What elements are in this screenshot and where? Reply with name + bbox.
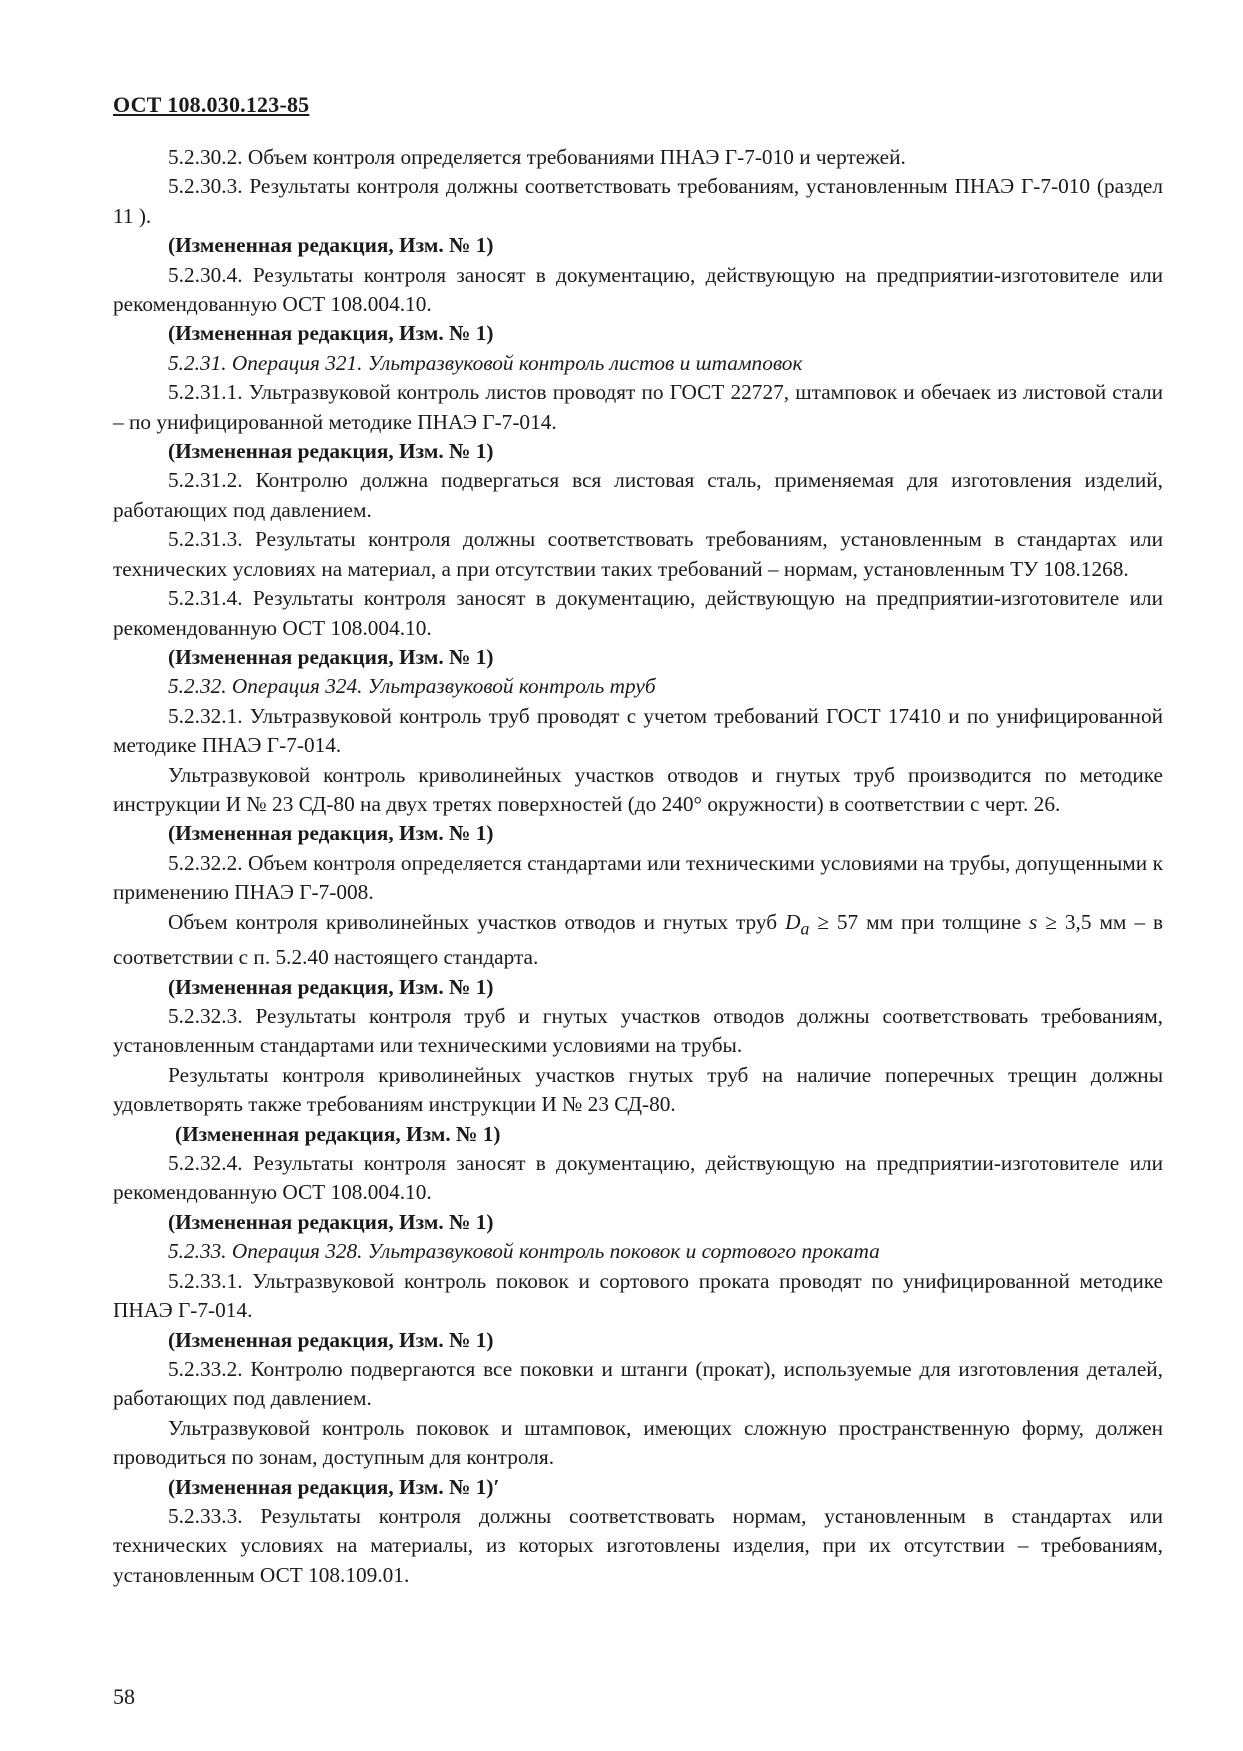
paragraph-5-2-33-3: 5.2.33.3. Результаты контроля должны соответствовать нормам, установленным в стандартах или технических условиях на материалы, из которых изготовлены изделия, при их отсутствии – требованиям, установленным ОСТ 108.109.01. (113, 1503, 1163, 1587)
amendment-note: (Измененная редакция, Изм. № 1) (168, 644, 494, 669)
symbol-thickness: s (1029, 909, 1038, 934)
amendment-note: (Измененная редакция, Изм. № 1) (168, 321, 494, 346)
paragraph-5-2-31-1: 5.2.31.1. Ультразвуковой контроль листов проводят по ГОСТ 22727, штамповок и обечаек из листовой стали – по унифицированной методике ПНАЭ Г-7-014. (113, 380, 1163, 434)
amendment-note: (Измененная редакция, Изм. № 1) (168, 821, 494, 846)
paragraph-5-2-31-4: 5.2.31.4. Результаты контроля заносят в документацию, действующую на предприятии-изготовителе или рекомендованную ОСТ 108.004.10. (113, 586, 1163, 640)
paragraph-5-2-32-2-continued (113, 908, 1163, 973)
paragraph-5-2-33-1: 5.2.33.1. Ультразвуковой контроль поковок и сортового проката проводят по унифицированной методике ПНАЭ Г-7-014. (113, 1268, 1163, 1323)
symbol-diameter-subscript: a (800, 917, 810, 938)
paragraph-5-2-32-4: 5.2.32.4. Результаты контроля заносят в документацию, действующую на предприятии-изготовителе или рекомендованную ОСТ 108.004.10. (113, 1151, 1163, 1205)
symbol-diameter: D (785, 909, 801, 934)
amendment-note: (Измененная редакция, Изм. № 1) (168, 1209, 494, 1234)
section-heading-5-2-32: 5.2.32. Операция 324. Ультразвуковой контроль труб (168, 674, 656, 699)
paragraph-5-2-30-2: 5.2.30.2. Объем контроля определяется требованиями ПНАЭ Г-7-010 и чертежей. (168, 145, 906, 169)
paragraph-5-2-33-2-continued: Ультразвуковой контроль поковок и штамповок, имеющих сложную пространственную форму, должен проводиться по зонам, доступным для контроля. (113, 1415, 1163, 1470)
paragraph-5-2-32-2: 5.2.32.2. Объем контроля определяется стандартами или техническими условиями на трубы, допущенными к применению ПНАЭ Г-7-008. (113, 850, 1163, 905)
amendment-note: (Измененная редакция, Изм. № 1) (168, 974, 494, 999)
amendment-note: (Измененная редакция, Изм. № 1) (168, 439, 494, 464)
paragraph-5-2-32-3: 5.2.32.3. Результаты контроля труб и гнутых участков отводов должны соответствовать требованиям, установленным стандартами или техническими условиями на трубы. (113, 1004, 1163, 1058)
paragraph-5-2-30-3: 5.2.30.3. Результаты контроля должны соответствовать требованиям, установленным ПНАЭ Г-7-010 (раздел 11 ). (113, 174, 1163, 228)
section-heading-5-2-33: 5.2.33. Операция 328. Ультразвуковой контроль поковок и сортового проката (168, 1239, 880, 1264)
amendment-note: (Измененная редакция, Изм. № 1)ʹ (168, 1474, 500, 1499)
document-body (113, 143, 1163, 1590)
paragraph-5-2-30-4: 5.2.30.4. Результаты контроля заносят в документацию, действующую на предприятии-изготовителе или рекомендованную ОСТ 108.004.10. (113, 262, 1163, 317)
paragraph-5-2-33-2: 5.2.33.2. Контролю подвергаются все поковки и штанги (прокат), используемые для изготовления деталей, работающих под давлением. (113, 1356, 1163, 1411)
amendment-note: (Измененная редакция, Изм. № 1) (168, 1327, 494, 1352)
paragraph-5-2-31-3: 5.2.31.3. Результаты контроля должны соответствовать требованиям, установленным в стандартах или технических условиях на материал, а при отсутствии таких требований – нормам, установленным ТУ 108.1268. (113, 527, 1163, 581)
paragraph-5-2-31-2: 5.2.31.2. Контролю должна подвергаться вся листовая сталь, применяемая для изготовления изделий, работающих под давлением. (113, 468, 1163, 522)
paragraph-5-2-32-1: 5.2.32.1. Ультразвуковой контроль труб проводят с учетом требований ГОСТ 17410 и по унифицированной методике ПНАЭ Г-7-014. (113, 703, 1163, 758)
document-code-header: ОСТ 108.030.123-85 (113, 92, 310, 117)
amendment-note: (Измененная редакция, Изм. № 1) (175, 1121, 501, 1146)
text-fragment: ≥ 3,5 мм – в соответствии с п. 5.2.40 настоящего стандарта. (113, 909, 1164, 970)
paragraph-5-2-32-3-continued: Результаты контроля криволинейных участков гнутых труб на наличие поперечных трещин должны удовлетворять также требованиям инструкции И № 23 СД-80. (113, 1062, 1163, 1117)
section-heading-5-2-31: 5.2.31. Операция 321. Ультразвуковой контроль листов и штамповок (168, 350, 803, 375)
text-fragment: ≥ 57 мм при толщине (809, 909, 1030, 934)
page-number: 58 (113, 1684, 135, 1709)
paragraph-5-2-32-1-continued: Ультразвуковой контроль криволинейных участков отводов и гнутых труб производится по методике инструкции И № 23 СД-80 на двух третях поверхностей (до 240° окружности) в соответствии с черт. 26. (113, 762, 1163, 816)
text-fragment: Объем контроля криволинейных участков отводов и гнутых труб (168, 909, 786, 934)
amendment-note: (Измененная редакция, Изм. № 1) (168, 233, 494, 258)
